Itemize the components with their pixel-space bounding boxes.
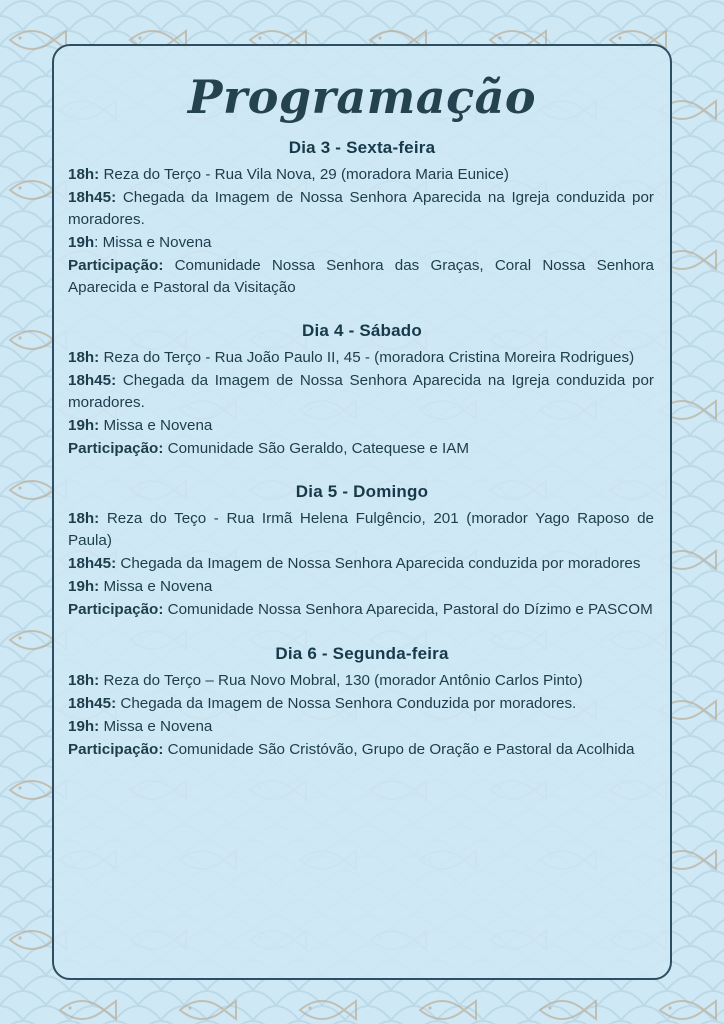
- entry-text: Reza do Terço - Rua Vila Nova, 29 (moradora Maria Eunice): [103, 166, 509, 183]
- schedule-entry: [66, 670, 658, 692]
- entry-text: Comunidade São Geraldo, Catequese e IAM: [167, 440, 470, 458]
- entry-text: Chegada da Imagem de Nossa Senhora Conduzida por moradores.: [120, 694, 577, 712]
- entry-text: Missa e Novena: [103, 417, 213, 435]
- schedule-entry: [66, 187, 658, 231]
- entry-text: Comunidade Nossa Senhora das Graças, Coral Nossa Senhora Aparecida e Pastoral da Visitação: [68, 257, 654, 297]
- entry-time: 19h: [68, 234, 95, 252]
- entry-time: 19h:: [68, 717, 100, 735]
- day-heading: Dia 5 - Domingo: [295, 482, 429, 502]
- schedule-entry: [66, 415, 658, 437]
- schedule-entry: [66, 232, 658, 254]
- entry-text: Reza do Teço - Rua Irmã Helena Fulgêncio, 201 (morador Yago Raposo de Paula): [68, 510, 654, 550]
- entry-text: Missa e Novena: [103, 717, 213, 735]
- poster-content: [66, 52, 658, 972]
- entry-time: 18h45:: [68, 189, 117, 207]
- day-heading: Dia 3 - Sexta-feira: [288, 138, 436, 157]
- entry-text: Chegada da Imagem de Nossa Senhora Aparecida na Igreja conduzida por moradores.: [68, 189, 654, 229]
- entry-time: 18h45:: [68, 372, 117, 390]
- day-heading: Dia 6 - Segunda-feira: [275, 643, 449, 663]
- schedule-entry: [66, 508, 658, 552]
- day-block: [66, 644, 658, 761]
- entry-text: Reza do Terço – Rua Novo Mobral, 130 (morador Antônio Carlos Pinto): [103, 671, 583, 689]
- entry-time: 18h45:: [68, 694, 117, 712]
- entry-text: Comunidade Nossa Senhora Aparecida, Pastoral do Dízimo e PASCOM: [167, 601, 653, 619]
- entry-text: Chegada da Imagem de Nossa Senhora Aparecida na Igreja conduzida por moradores.: [68, 372, 654, 412]
- schedule-entry: [66, 164, 658, 186]
- entry-text: : Missa e Novena: [94, 234, 212, 252]
- entry-time: 18h:: [68, 510, 100, 528]
- day-block: [66, 482, 658, 621]
- schedule-entry: [66, 370, 658, 414]
- entry-time: 18h:: [68, 671, 100, 689]
- entry-time: 19h:: [68, 417, 100, 435]
- entry-text: Missa e Novena: [103, 578, 213, 596]
- entry-label: Participação:: [68, 257, 164, 275]
- entry-time: 18h:: [68, 166, 100, 183]
- entry-text: Comunidade São Cristóvão, Grupo de Oração e Pastoral da Acolhida: [167, 740, 635, 758]
- entry-label: Participação:: [68, 740, 164, 758]
- schedule-entry: [66, 693, 658, 715]
- entry-label: Participação:: [68, 440, 164, 458]
- schedule-entry: [66, 739, 658, 761]
- entry-time: 18h45:: [68, 555, 117, 573]
- day-block: [66, 138, 658, 299]
- schedule-entry: [66, 576, 658, 598]
- day-heading: Dia 4 - Sábado: [302, 321, 422, 341]
- schedule-entry: [66, 553, 658, 575]
- day-block: [66, 321, 658, 460]
- schedule-entry: [66, 347, 658, 369]
- entry-text: Reza do Terço - Rua João Paulo II, 45 - (moradora Cristina Moreira Rodrigues): [103, 349, 635, 367]
- entry-time: 18h:: [68, 349, 100, 367]
- schedule-entry: [66, 255, 658, 299]
- entry-text: Chegada da Imagem de Nossa Senhora Aparecida conduzida por moradores: [120, 555, 641, 573]
- schedule-entry: [66, 438, 658, 460]
- schedule-entry: [66, 716, 658, 738]
- schedule-entry: [66, 599, 658, 621]
- entry-time: 19h:: [68, 578, 100, 596]
- entry-label: Participação:: [68, 601, 164, 619]
- page-title: Programação: [187, 70, 537, 124]
